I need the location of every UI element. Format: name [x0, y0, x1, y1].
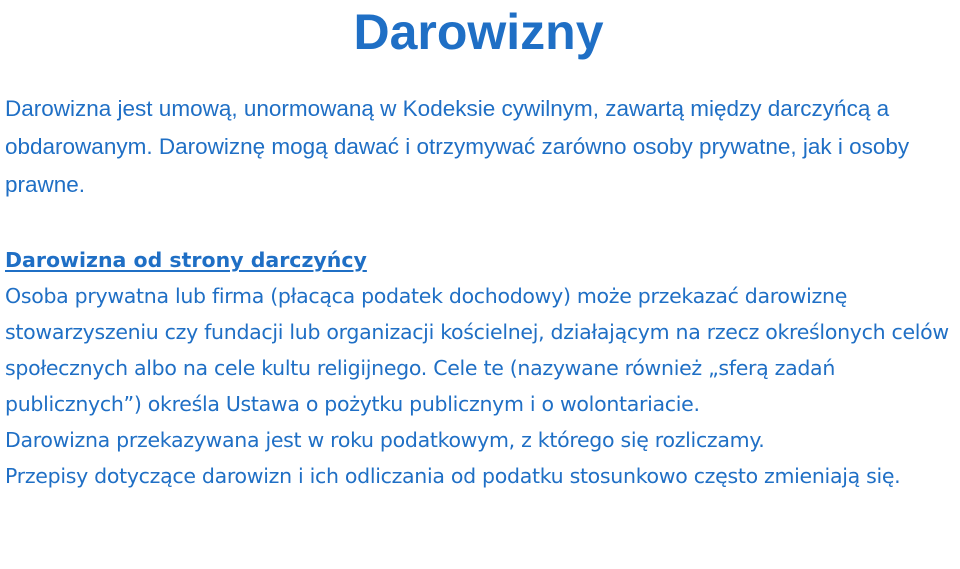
donor-paragraph: Osoba prywatna lub firma (płacąca podatek dochodowy) może przekazać darowiznę stowarzyszeniu czy fundacji lub organizacji kościelnej, działającym na rzecz określonych celów społecznych albo na cele kultu religijnego. Cele te (nazywane również „sferą zadań publicznych”) określa Ustawa o pożytku publicznym i o wolontariacie. — [5, 284, 949, 416]
body-text — [5, 242, 952, 494]
regulations-paragraph: Przepisy dotyczące darowizn i ich odliczania od podatku stosunkowo często zmieniają się. — [5, 464, 901, 488]
slide-title: Darowizny — [353, 4, 604, 60]
section-heading: Darowizna od strony darczyńcy — [5, 248, 367, 272]
spacer — [5, 204, 952, 242]
tax-year-paragraph: Darowizna przekazywana jest w roku podatkowym, z którego się rozliczamy. — [5, 428, 765, 452]
intro-paragraph: Darowizna jest umową, unormowaną w Kodeksie cywilnym, zawartą między darczyńcą a obdarowanym. Darowiznę mogą dawać i otrzymywać zarówno osoby prywatne, jak i osoby prawne. — [5, 96, 910, 197]
